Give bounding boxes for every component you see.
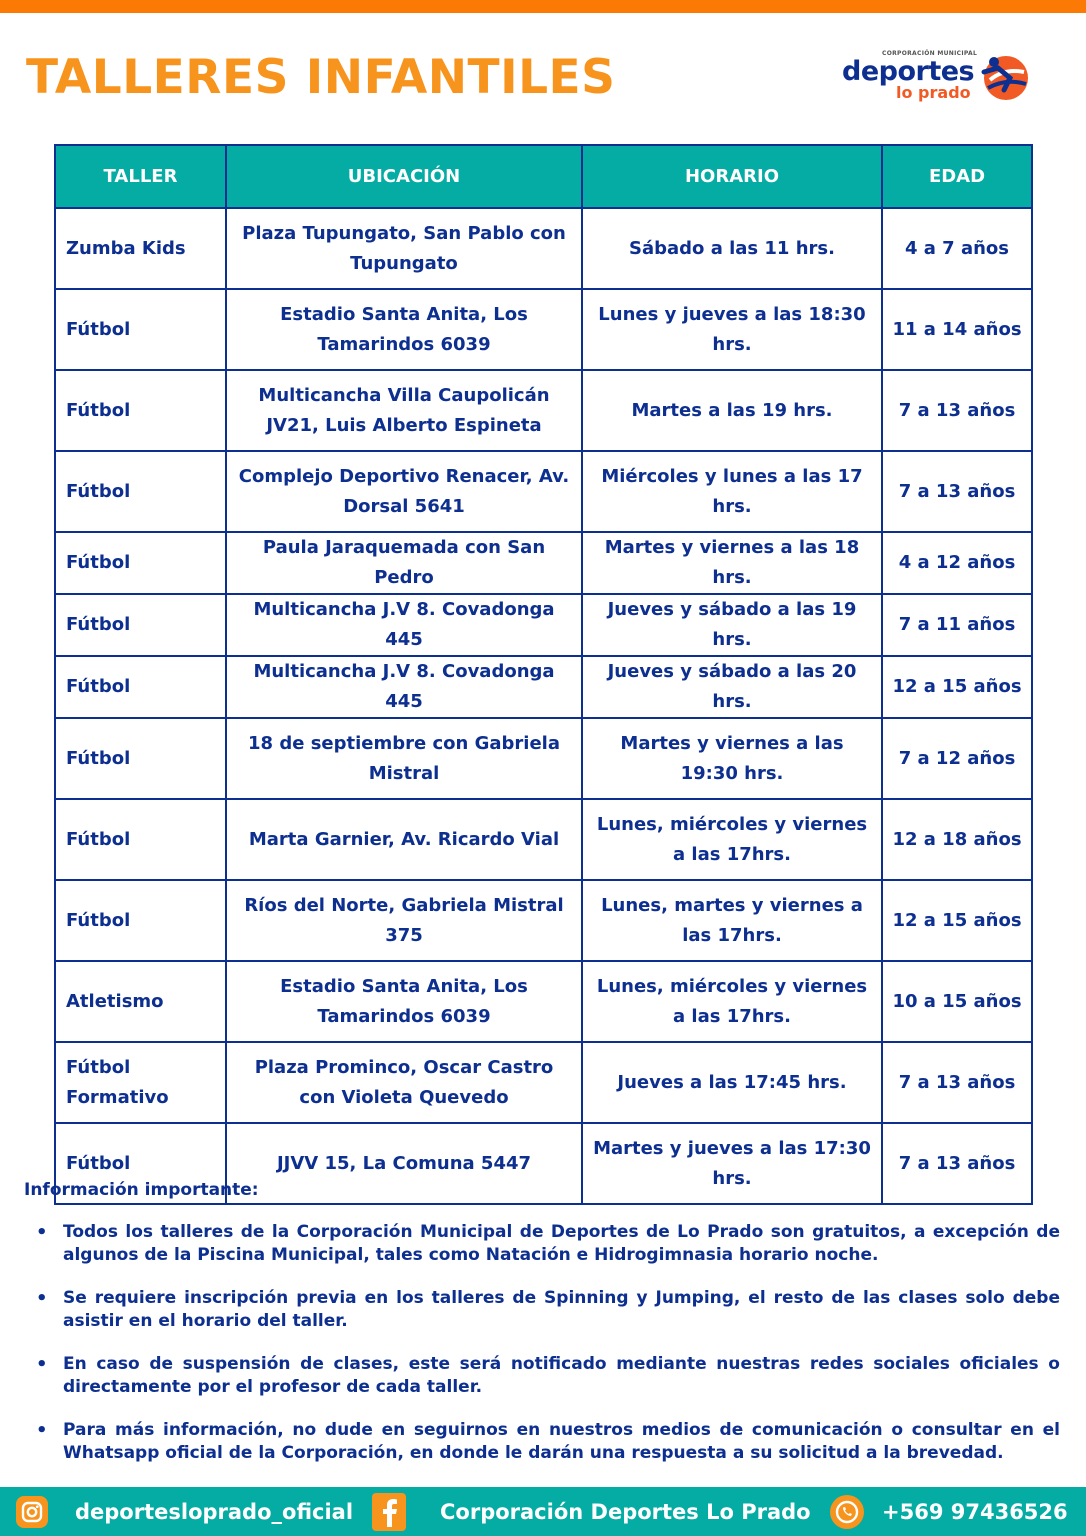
cell-horario: Jueves a las 17:45 hrs.: [582, 1042, 882, 1123]
cell-horario: Sábado a las 11 hrs.: [582, 208, 882, 289]
cell-horario: Martes y viernes a las 18 hrs.: [582, 532, 882, 594]
cell-ubicacion: Multicancha J.V 8. Covadonga 445: [226, 594, 582, 656]
instagram-handle[interactable]: deporteslopradο_oficial: [75, 1499, 354, 1524]
cell-ubicacion: Paula Jaraquemada con San Pedro: [226, 532, 582, 594]
table-row: [55, 532, 1032, 594]
whatsapp-contact[interactable]: [830, 1487, 1068, 1536]
table-row: [55, 208, 1032, 289]
header-horario: HORARIO: [582, 145, 882, 208]
cell-ubicacion: 18 de septiembre con Gabriela Mistral: [226, 718, 582, 799]
table-row: [55, 961, 1032, 1042]
table-row: [55, 656, 1032, 718]
cell-taller: Fútbol: [55, 799, 226, 880]
cell-edad: 12 a 18 años: [882, 799, 1032, 880]
info-list: [30, 1221, 1060, 1485]
cell-taller: Fútbol: [55, 370, 226, 451]
table-row: [55, 594, 1032, 656]
cell-edad: 7 a 11 años: [882, 594, 1032, 656]
whatsapp-number[interactable]: +569 97436526: [882, 1499, 1068, 1524]
table-row: [55, 799, 1032, 880]
cell-ubicacion: Multicancha Villa Caupolicán JV21, Luis Alberto Espineta: [226, 370, 582, 451]
contact-footer: [0, 1487, 1086, 1536]
cell-edad: 11 a 14 años: [882, 289, 1032, 370]
header-taller: TALLER: [55, 145, 226, 208]
cell-ubicacion: Plaza Tupungato, San Pablo con Tupungato: [226, 208, 582, 289]
cell-ubicacion: Estadio Santa Anita, Los Tamarindos 6039: [226, 961, 582, 1042]
logo-main-text: deportes: [842, 56, 975, 87]
cell-edad: 7 a 12 años: [882, 718, 1032, 799]
cell-edad: 12 a 15 años: [882, 880, 1032, 961]
cell-edad: 10 a 15 años: [882, 961, 1032, 1042]
cell-ubicacion: Marta Garnier, Av. Ricardo Vial: [226, 799, 582, 880]
table-row: [55, 1042, 1032, 1123]
instagram-contact[interactable]: [16, 1487, 353, 1536]
cell-edad: 7 a 13 años: [882, 370, 1032, 451]
table-row: [55, 718, 1032, 799]
cell-ubicacion: Plaza Prominco, Oscar Castro con Violeta Quevedo: [226, 1042, 582, 1123]
cell-horario: Lunes, miércoles y viernes a las 17hrs.: [582, 799, 882, 880]
cell-horario: Jueves y sábado a las 20 hrs.: [582, 656, 882, 718]
table-header-row: [55, 145, 1032, 208]
cell-ubicacion: JJVV 15, La Comuna 5447: [226, 1123, 582, 1204]
info-heading: Información importante:: [24, 1180, 259, 1200]
cell-horario: Martes y jueves a las 17:30 hrs.: [582, 1123, 882, 1204]
cell-taller: Fútbol: [55, 451, 226, 532]
info-item: • En caso de suspensión de clases, este será notificado mediante nuestras redes sociales oficiales o directamente por el profesor de cada taller.: [30, 1353, 1060, 1399]
info-item: • Todos los talleres de la Corporación Municipal de Deportes de Lo Prado son gratuitos, a excepción de algunos de la Piscina Municipal, tales como Natación e Hidrogimnasia horario noche.: [30, 1221, 1060, 1267]
cell-taller: Fútbol: [55, 1123, 226, 1204]
cell-taller: Fútbol: [55, 718, 226, 799]
deportes-lo-prado-logo: [840, 48, 1040, 108]
table-row: [55, 289, 1032, 370]
cell-taller: Fútbol: [55, 594, 226, 656]
table-row: [55, 880, 1032, 961]
cell-horario: Lunes, martes y viernes a las 17hrs.: [582, 880, 882, 961]
workshops-table: [54, 144, 1033, 1205]
cell-edad: 7 a 13 años: [882, 1042, 1032, 1123]
facebook-icon: [372, 1493, 406, 1531]
runner-ball-icon: [976, 50, 1030, 104]
header-edad: EDAD: [882, 145, 1032, 208]
page-title: TALLERES INFANTILES: [26, 50, 616, 105]
cell-horario: Jueves y sábado a las 19 hrs.: [582, 594, 882, 656]
cell-taller: Fútbol: [55, 289, 226, 370]
top-accent-bar: [0, 0, 1086, 13]
cell-horario: Martes y viernes a las 19:30 hrs.: [582, 718, 882, 799]
cell-edad: 7 a 13 años: [882, 451, 1032, 532]
cell-taller: Zumba Kids: [55, 208, 226, 289]
cell-horario: Martes a las 19 hrs.: [582, 370, 882, 451]
table-row: [55, 370, 1032, 451]
header-ubicacion: UBICACIÓN: [226, 145, 582, 208]
facebook-contact[interactable]: [372, 1487, 811, 1536]
cell-edad: 4 a 12 años: [882, 532, 1032, 594]
whatsapp-icon: [830, 1495, 864, 1529]
cell-taller: Fútbol: [55, 656, 226, 718]
cell-horario: Lunes, miércoles y viernes a las 17hrs.: [582, 961, 882, 1042]
facebook-page[interactable]: Corporación Deportes Lo Prado: [440, 1499, 811, 1524]
cell-edad: 12 a 15 años: [882, 656, 1032, 718]
cell-ubicacion: Multicancha J.V 8. Covadonga 445: [226, 656, 582, 718]
logo-sub-text: lo prado: [896, 83, 971, 102]
table-row: [55, 451, 1032, 532]
info-item: • Se requiere inscripción previa en los talleres de Spinning y Jumping, el resto de las clases solo debe asistir en el horario del taller.: [30, 1287, 1060, 1333]
cell-ubicacion: Estadio Santa Anita, Los Tamarindos 6039: [226, 289, 582, 370]
logo-small-text: CORPORACIÓN MUNICIPAL: [882, 50, 978, 57]
cell-taller: Fútbol: [55, 532, 226, 594]
cell-horario: Miércoles y lunes a las 17 hrs.: [582, 451, 882, 532]
cell-ubicacion: Ríos del Norte, Gabriela Mistral 375: [226, 880, 582, 961]
cell-taller: Fútbol Formativo: [55, 1042, 226, 1123]
cell-ubicacion: Complejo Deportivo Renacer, Av. Dorsal 5641: [226, 451, 582, 532]
cell-edad: 4 a 7 años: [882, 208, 1032, 289]
cell-edad: 7 a 13 años: [882, 1123, 1032, 1204]
info-item: • Para más información, no dude en seguirnos en nuestros medios de comunicación o consultar en el Whatsapp oficial de la Corporación, en donde le darán una respuesta a su solicitud a la brevedad.: [30, 1419, 1060, 1465]
instagram-icon: [16, 1496, 48, 1528]
cell-taller: Atletismo: [55, 961, 226, 1042]
cell-horario: Lunes y jueves a las 18:30 hrs.: [582, 289, 882, 370]
cell-taller: Fútbol: [55, 880, 226, 961]
